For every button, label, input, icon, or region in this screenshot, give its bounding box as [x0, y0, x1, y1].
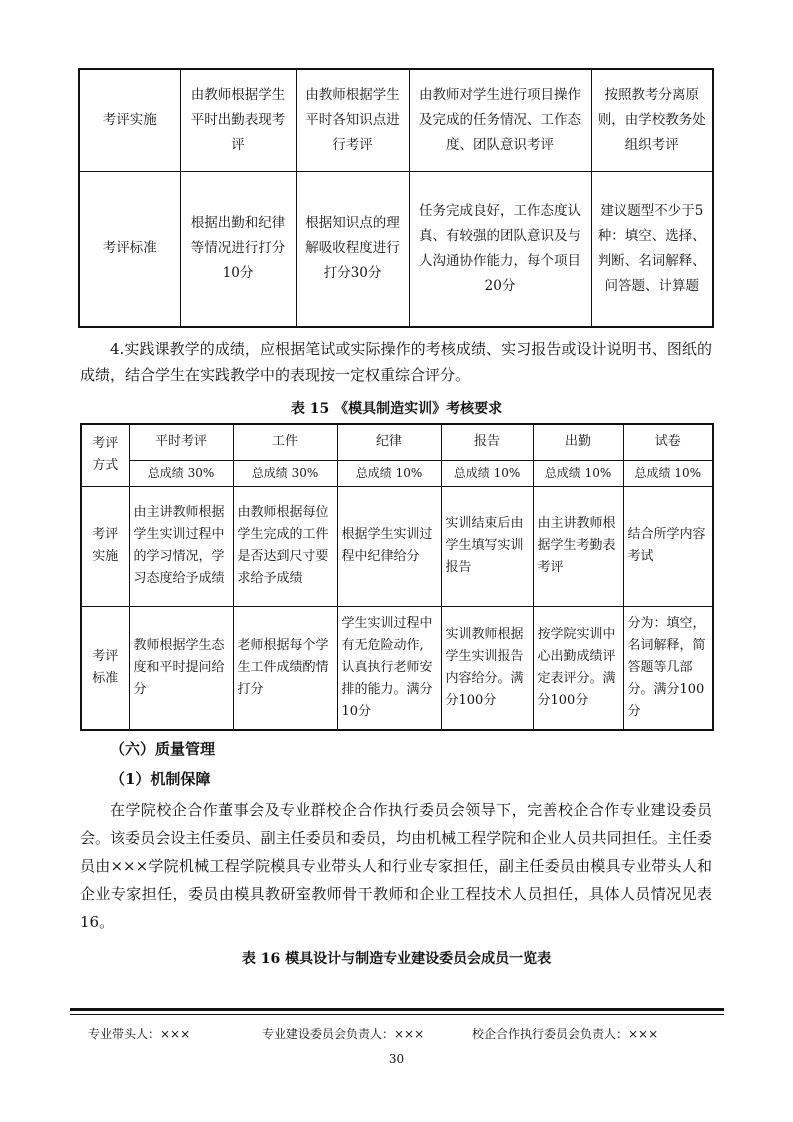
table-cell: 学生实训过程中有无危险动作,认真执行老师安排的能力。满分10分: [337, 606, 441, 730]
table-cell: 实训教师根据学生实训报告内容给分。满分100分: [441, 606, 533, 730]
weight-cell: 总成绩 10%: [441, 460, 533, 486]
column-header: 试卷: [623, 424, 713, 460]
weight-cell: 总成绩 10%: [533, 460, 623, 486]
column-header: 出勤: [533, 424, 623, 460]
table-cell: 分为：填空，名词解释，简答题等几部分。满分100分: [623, 606, 713, 730]
footer-divider: [70, 1014, 724, 1015]
table-cell: 结合所学内容考试: [623, 486, 713, 606]
table-header-row: [81, 424, 713, 460]
row-label: 考评方式: [81, 424, 129, 486]
paragraph-mechanism: 在学院校企合作董事会及专业群校企合作执行委员会领导下，完善校企合作专业建设委员会。该委员会设主任委员、副主任委员和委员，均由机械工程学院和企业人员共同担任。主任委员由×××学院机械工程学院模具专业带头人和行业专家担任，副主任委员由模具专业带头人和企业专家担任，委员由模具教研室教师骨干教师和企业工程技术人员担任，具体人员情况见表16。: [80, 801, 712, 931]
column-header: 纪律: [337, 424, 441, 460]
column-header: 报告: [441, 424, 533, 460]
table-cell: 由教师对学生进行项目操作及完成的任务情况、工作态度、团队意识考评: [409, 69, 591, 171]
table-cell: 根据学生实训过程中纪律给分: [337, 486, 441, 606]
table-cell: 由教师根据学生平时各知识点进行考评: [296, 69, 409, 171]
assessment-table-14: [78, 68, 714, 328]
table-row: [79, 69, 713, 171]
row-label: 考评实施: [81, 486, 129, 606]
table-row: [81, 606, 713, 730]
subsection-heading-mechanism: （1）机制保障: [110, 770, 211, 788]
weight-cell: 总成绩 30%: [129, 460, 233, 486]
table-15-caption: 表 15 《模具制造实训》考核要求: [290, 401, 503, 417]
table-cell: 按学院实训中心出勤成绩评定表评分。满分100分: [533, 606, 623, 730]
weight-cell: 总成绩 10%: [337, 460, 441, 486]
footer-committee: 专业建设委员会负责人：×××: [262, 1027, 425, 1041]
table-cell: 任务完成良好，工作态度认真、有较强的团队意识及与人沟通协作能力，每个项目20分: [409, 171, 591, 327]
table-cell: 根据出勤和纪律等情况进行打分10分: [180, 171, 296, 327]
table-cell: 实训结束后由学生填写实训报告: [441, 486, 533, 606]
weight-cell: 总成绩 10%: [623, 460, 713, 486]
table-16-caption: 表 16 模具设计与制造专业建设委员会成员一览表: [241, 951, 552, 967]
section-heading-quality: （六）质量管理: [110, 740, 216, 758]
weight-cell: 总成绩 30%: [233, 460, 337, 486]
row-label: 考评标准: [79, 171, 180, 327]
table-cell: 根据知识点的理解吸收程度进行打分30分: [296, 171, 409, 327]
table-cell: 老师根据每个学生工件成绩酌情打分: [233, 606, 337, 730]
table-cell: 建议题型不少于5种：填空、选择、判断、名词解释、问答题、计算题: [591, 171, 713, 327]
table-cell: 由教师根据学生平时出勤表现考评: [180, 69, 296, 171]
paragraph-practice-grading: 4.实践课教学的成绩，应根据笔试或实际操作的考核成绩、实习报告或设计说明书、图纸的成绩，结合学生在实践教学中的表现按一定权重综合评分。: [80, 340, 712, 384]
table-cell: 由主讲教师根据学生实训过程中的学习情况，学习态度给予成绩: [129, 486, 233, 606]
column-header: 工件: [233, 424, 337, 460]
row-label: 考评实施: [79, 69, 180, 171]
table-cell: 由主讲教师根据学生考勤表考评: [533, 486, 623, 606]
assessment-table-15: [80, 423, 714, 731]
table-cell: 由教师根据每位学生完成的工件是否达到尺寸要求给予成绩: [233, 486, 337, 606]
footer-exec: 校企合作执行委员会负责人：×××: [472, 1027, 659, 1041]
column-header: 平时考评: [129, 424, 233, 460]
table-cell: 教师根据学生态度和平时提问给分: [129, 606, 233, 730]
page-number: 30: [388, 1052, 405, 1066]
footer-divider: [70, 1008, 724, 1011]
table-cell: 按照教考分离原则，由学校教务处组织考评: [591, 69, 713, 171]
table-row: [81, 486, 713, 606]
footer-lead: 专业带头人：×××: [88, 1027, 191, 1041]
row-label: 考评标准: [81, 606, 129, 730]
table-row: [81, 460, 713, 486]
table-row: [79, 171, 713, 327]
